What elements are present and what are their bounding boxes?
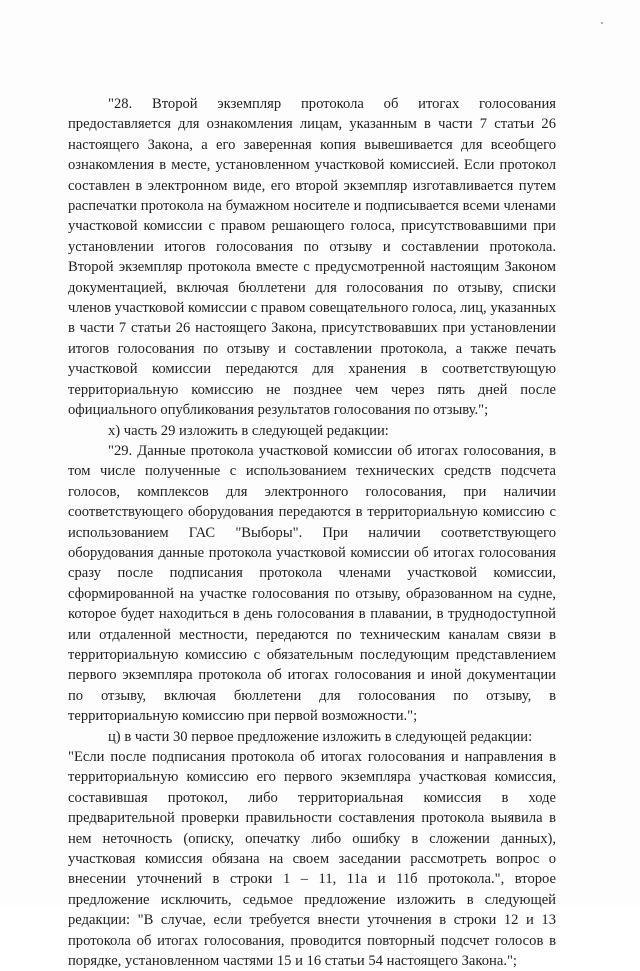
paragraph-part-28: "28. Второй экземпляр протокола об итогах голосования предоставляется для ознакомления лицам, указанным в части 7 статьи 26 настоящего Закона, а его заверенная копия вывешивается для всеобщего ознакомления в месте, установленном участковой комиссией. Если протокол составлен в электронном виде, его второй экземпляр изготавливается путем распечатки протокола на бумажном носителе и подписывается всеми членами участковой комиссии с правом решающего голоса, присутствовавшими при установлении итогов голосования по отзыву и составлении протокола. Второй экземпляр протокола вместе с предусмотренной настоящим Законом документацией, включая бюллетени для голосования по отзыву, списки членов участковой комиссии с правом совещательного голоса, лиц, указанных в части 7 статьи 26 настоящего Закона, присутствовавших при установлении итогов голосования по отзыву и составлении протокола, а также печать участковой комиссии передаются для хранения в соответствующую территориальную комиссию не позднее чем через пять дней после официального опубликования результатов голосования по отзыву."; (68, 96, 556, 419)
paragraph-part-30: "Если после подписания протокола об итогах голосования и направления в территориальную комиссию его первого экземпляра участковая комиссия, составившая протокол, либо территориальная комиссия в ходе предварительной проверки правильности составления протокола выявила в нем неточность (описку, опечатку либо ошибку в сложении данных), участковая комиссия обязана на своем заседании рассмотреть вопрос о внесении уточнений в строки 1 – 11, 11а и 11б протокола.", второе предложение исключить, седьмое предложение изложить в следующей редакции: "В случае, если требуется внести уточнения в строки 12 и 13 протокола об итогах голосования, проводится повторный подсчет голосов в порядке, установленном частями 15 и 16 статьи 54 настоящего Закона."; (68, 749, 556, 970)
paragraph-part-29: "29. Данные протокола участковой комиссии об итогах голосования, в том числе полученные с использованием технических средств подсчета голосов, комплексов для электронного голосования, при наличии соответствующего оборудования передаются в территориальную комиссию с использованием ГАС "Выборы". При наличии соответствующего оборудования данные протокола участковой комиссии об итогах голосования сразу после подписания протокола членами участковой комиссии, сформированной на участке голосования по отзыву, образованном на судне, которое будет находиться в день голосования в плавании, в труднодоступной или отдаленной местности, передаются по техническим каналам связи в территориальную комиссию с обязательным последующим представлением первого экземпляра протокола об итогах голосования и иной документации по отзыву, включая бюллетени для голосования по отзыву, в территориальную комиссию при первой возможности."; (68, 442, 556, 725)
paragraph-item-ts: ц) в части 30 первое предложение изложить в следующей редакции: (108, 728, 533, 745)
paragraph-item-kh: х) часть 29 изложить в следующей редакции: (108, 422, 389, 439)
document-body (68, 94, 556, 971)
scan-speck (601, 22, 603, 24)
